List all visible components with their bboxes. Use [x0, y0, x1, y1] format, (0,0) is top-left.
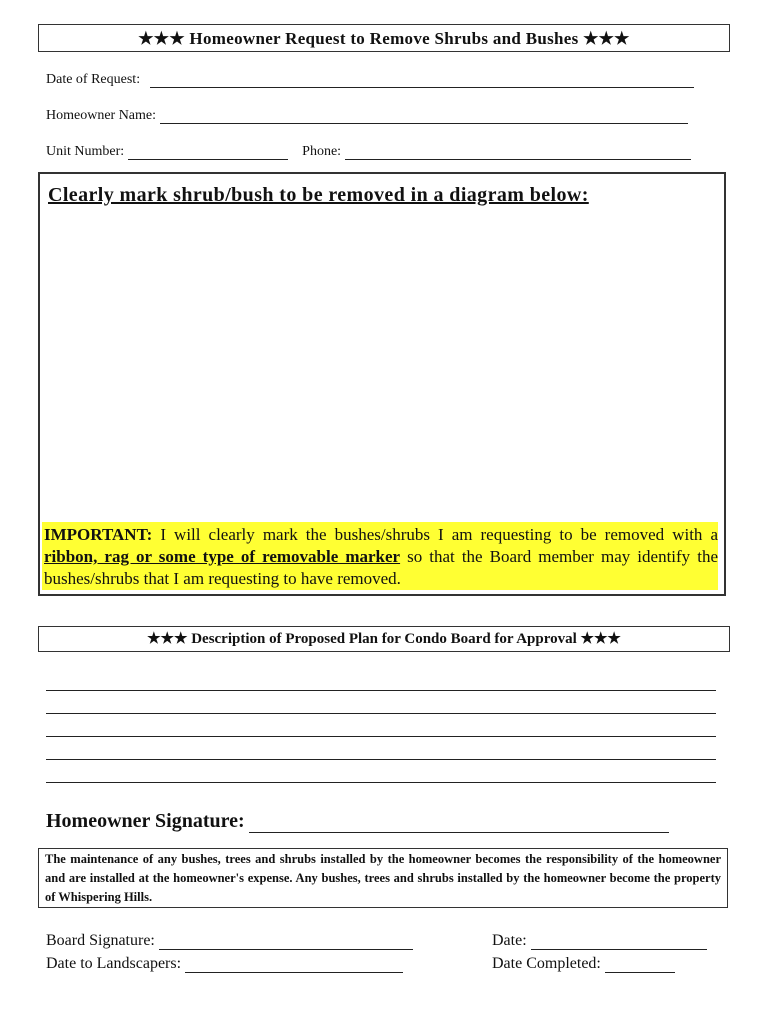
- board-signature-label: Board Signature:: [46, 932, 155, 949]
- homeowner-signature-field[interactable]: [249, 818, 669, 833]
- important-label: IMPORTANT:: [44, 525, 153, 544]
- maintenance-notice: The maintenance of any bushes, trees and shrubs installed by the homeowner becomes the responsibility of the homeowner and are installed at the homeowner's expense. Any bushes, trees and shrubs installed by the homeowner become the property of Whispering Hills.: [38, 848, 728, 908]
- date-completed-label: Date Completed:: [492, 955, 601, 972]
- important-text-2: so that the Board member may identify the bushes/shrubs that I am requesting to have removed.: [44, 547, 718, 588]
- homeowner-name-field[interactable]: [160, 111, 688, 124]
- phone-field[interactable]: [345, 147, 691, 160]
- diagram-drawing-area[interactable]: [44, 216, 720, 516]
- date-to-landscapers-row: [46, 955, 403, 973]
- homeowner-signature-row: [46, 810, 669, 833]
- homeowner-name-label: Homeowner Name:: [46, 108, 157, 123]
- board-signature-row: [46, 932, 413, 950]
- unit-number-field[interactable]: [128, 147, 288, 160]
- date-completed-row: [492, 955, 675, 973]
- date-completed-field[interactable]: [605, 959, 675, 973]
- board-signature-field[interactable]: [159, 936, 413, 950]
- date-of-request-label: Date of Request:: [46, 72, 141, 87]
- homeowner-name-row: [46, 108, 688, 124]
- form-title: ★★★ Homeowner Request to Remove Shrubs and Bushes ★★★: [38, 24, 730, 52]
- description-lines[interactable]: [46, 668, 716, 783]
- homeowner-signature-label: Homeowner Signature:: [46, 810, 245, 832]
- description-line[interactable]: [46, 691, 716, 714]
- date-to-landscapers-field[interactable]: [185, 959, 403, 973]
- date-row: [492, 932, 707, 950]
- important-marker-text: ribbon, rag or some type of removable marker: [44, 547, 401, 566]
- date-label: Date:: [492, 932, 527, 949]
- description-line[interactable]: [46, 668, 716, 691]
- date-of-request-row: [46, 72, 694, 88]
- unit-phone-row: [46, 144, 691, 160]
- important-text-1: I will clearly mark the bushes/shrubs I am requesting to be removed with a: [152, 525, 718, 544]
- unit-number-label: Unit Number:: [46, 144, 125, 159]
- description-line[interactable]: [46, 714, 716, 737]
- date-of-request-field[interactable]: [150, 75, 694, 88]
- phone-label: Phone:: [302, 144, 342, 159]
- important-notice: [42, 522, 718, 590]
- description-title: ★★★ Description of Proposed Plan for Condo Board for Approval ★★★: [38, 626, 730, 652]
- date-to-landscapers-label: Date to Landscapers:: [46, 955, 182, 972]
- description-line[interactable]: [46, 760, 716, 783]
- diagram-box: [38, 172, 726, 596]
- date-field[interactable]: [531, 936, 707, 950]
- diagram-heading: Clearly mark shrub/bush to be removed in a diagram below:: [48, 184, 589, 206]
- description-line[interactable]: [46, 737, 716, 760]
